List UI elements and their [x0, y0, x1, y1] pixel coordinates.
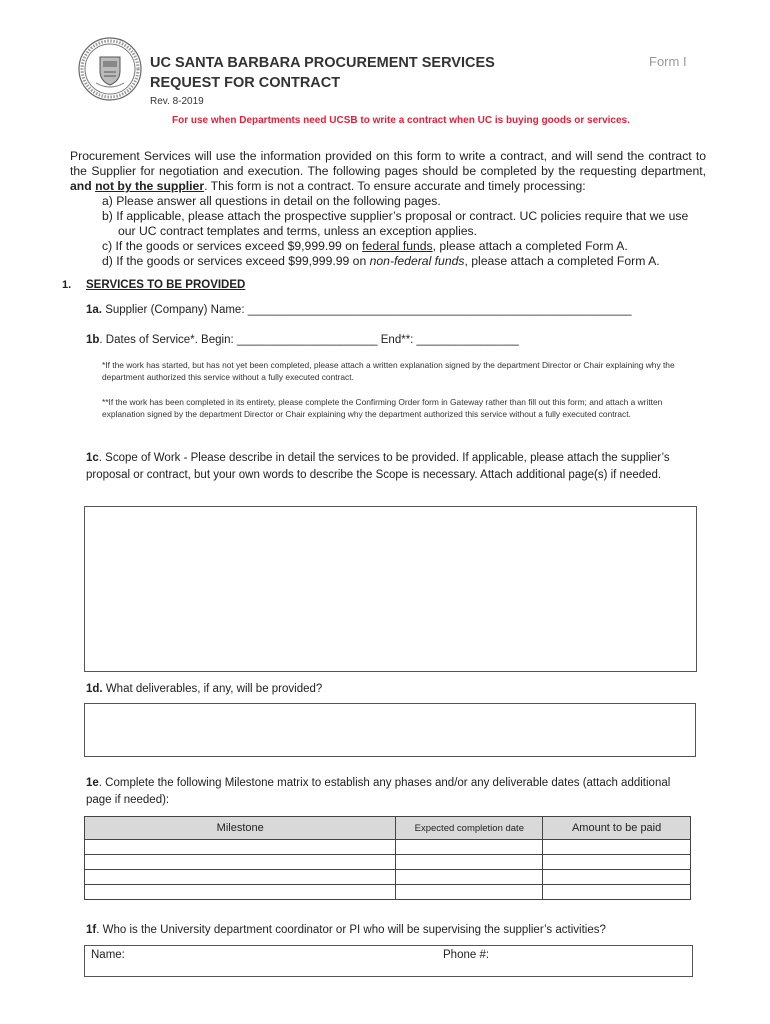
milestone-cell[interactable] — [85, 885, 396, 900]
title-line-1: UC SANTA BARBARA PROCUREMENT SERVICES — [150, 55, 495, 71]
usage-note: For use when Departments need UCSB to write a contract when UC is buying goods or services. — [172, 115, 630, 126]
coordinator-question — [86, 922, 606, 939]
milestone-header-row — [85, 817, 691, 840]
date-cell[interactable] — [396, 840, 543, 855]
amount-cell[interactable] — [543, 885, 691, 900]
date-cell[interactable] — [396, 885, 543, 900]
q1b-text: . Dates of Service*. Begin: ______________________ End**: ________________ — [99, 334, 519, 346]
intro-text: Procurement Services will use the information provided on this form to write a contract, and will send the contract to the Supplier for negotiation and execution. The following pages should be completed by the requesting department, — [70, 149, 706, 178]
amount-cell[interactable] — [543, 840, 691, 855]
coordinator-box — [84, 945, 693, 977]
scope-textarea[interactable] — [84, 506, 697, 672]
title-line-2: REQUEST FOR CONTRACT — [150, 75, 341, 91]
q1a-text: Supplier (Company) Name: ____________________________________________________________ — [102, 304, 632, 316]
q1e-label: 1e — [86, 777, 99, 789]
instruction-c-text: c) If the goods or services exceed $9,999.99 on — [102, 239, 363, 253]
date-cell[interactable] — [396, 870, 543, 885]
q1d-label: 1d. — [86, 683, 103, 695]
amount-header: Amount to be paid — [543, 817, 691, 840]
instruction-c — [70, 239, 706, 254]
milestone-header: Milestone — [85, 817, 396, 840]
instruction-b: b) If applicable, please attach the prospective supplier’s proposal or contract. UC policies require that we use our UC contract templates and terms, unless an exception applies. — [102, 209, 689, 238]
supplier-name-field[interactable] — [86, 304, 631, 316]
instruction-d-after: , please attach a completed Form A. — [464, 254, 660, 268]
intro-section — [70, 149, 706, 269]
instruction-list — [70, 194, 706, 269]
milestone-cell[interactable] — [85, 870, 396, 885]
footnote-started: *If the work has started, but has not yet been completed, please attach a written explanation signed by the department Director or Chair explaining why the department authorized this service without a fully executed contract. — [102, 360, 675, 382]
footnote-completed: **If the work has been completed in its entirety, please complete the Confirming Order form in Gateway rather than fill out this form; and attach a written explanation signed by the department Director or Chair explaining why the department authorized this service without a fully executed contract. — [102, 397, 663, 419]
form-title — [150, 53, 495, 93]
q1f-label: 1f — [86, 924, 97, 936]
milestone-cell[interactable] — [85, 840, 396, 855]
q1e-text: . Complete the following Milestone matrix to establish any phases and/or any deliverable dates (attach additional page if needed): — [86, 777, 671, 806]
amount-cell[interactable] — [543, 855, 691, 870]
instruction-a: a) Please answer all questions in detail on the following pages. — [102, 194, 441, 208]
milestone-question — [86, 775, 686, 809]
non-federal-funds-text: non-federal funds — [369, 254, 465, 268]
table-row — [85, 855, 691, 870]
intro-bold-underline: not by the supplier — [95, 179, 205, 193]
section-heading: SERVICES TO BE PROVIDED — [86, 279, 246, 291]
table-row — [85, 840, 691, 855]
milestone-table — [84, 816, 691, 900]
university-seal-icon — [78, 37, 142, 101]
instruction-c-after: , please attach a completed Form A. — [432, 239, 628, 253]
section-number: 1. — [62, 279, 72, 291]
instruction-d — [70, 254, 706, 269]
q1c-text: . Scope of Work - Please describe in detail the services to be provided. If applicable, please attach the supplier’s proposal or contract, but your own words to describe the Scope is necessary. Attach additional page(s) if needed. — [86, 452, 670, 481]
q1c-label: 1c — [86, 452, 99, 464]
deliverables-textarea[interactable] — [84, 703, 696, 757]
name-field-label[interactable]: Name: — [91, 949, 125, 961]
revision-label: Rev. 8-2019 — [150, 96, 204, 107]
milestone-cell[interactable] — [85, 855, 396, 870]
q1a-label: 1a. — [86, 304, 102, 316]
completion-date-header: Expected completion date — [396, 817, 543, 840]
q1f-text: . Who is the University department coordinator or PI who will be supervising the supplier’s activities? — [96, 924, 606, 936]
dates-of-service-field[interactable] — [86, 334, 519, 346]
q1b-label: 1b — [86, 334, 100, 346]
table-row — [85, 885, 691, 900]
instruction-d-text: d) If the goods or services exceed $99,999.99 on — [102, 254, 370, 268]
date-cell[interactable] — [396, 855, 543, 870]
intro-bold: and — [70, 179, 96, 193]
form-id: Form I — [649, 54, 687, 69]
intro-paragraph — [70, 149, 706, 194]
intro-text-after: . This form is not a contract. To ensure accurate and timely processing: — [204, 179, 586, 193]
scope-question — [86, 450, 696, 484]
table-row — [85, 870, 691, 885]
federal-funds-text: federal funds — [362, 239, 433, 253]
amount-cell[interactable] — [543, 870, 691, 885]
q1d-text: What deliverables, if any, will be provided? — [102, 683, 323, 695]
deliverables-question — [86, 681, 322, 698]
phone-field-label[interactable]: Phone #: — [443, 949, 490, 961]
